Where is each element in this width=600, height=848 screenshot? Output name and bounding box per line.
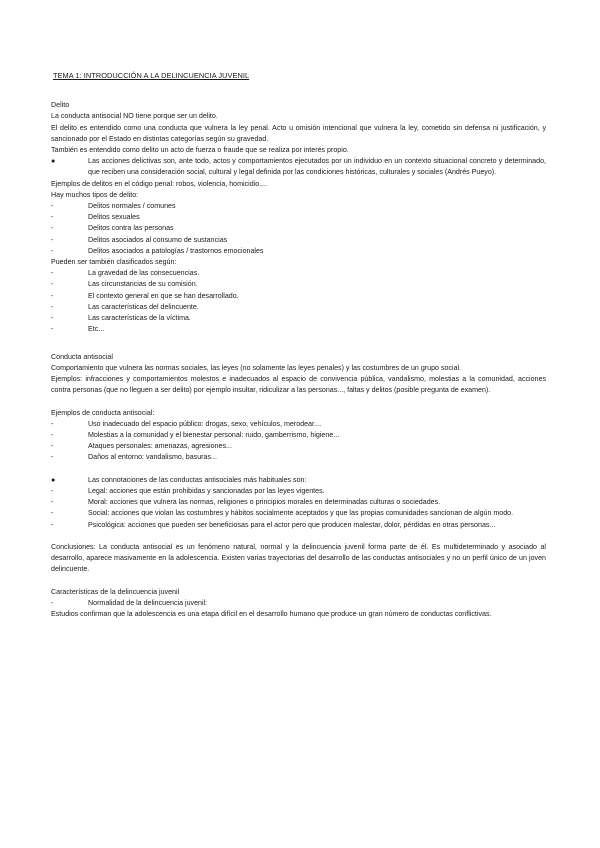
list-item: - La gravedad de las consecuencias. [51, 269, 200, 278]
list-item: - Delitos asociados al consumo de sustancias [51, 235, 228, 244]
list-item: - Social: acciones que violan las costumbres y hábitos socialmente aceptados y que las propias comunidades sancionan de algún modo. [51, 509, 514, 518]
list-item: - El contexto general en que se han desarrollado. [51, 291, 239, 300]
document-page [51, 70, 546, 620]
section-heading-conducta: Conducta antisocial [51, 352, 113, 361]
paragraph: Estudios confirman que la adolescencia es una etapa difícil en el desarrollo humano que produce un gran número de conductas conflictivas. [51, 610, 492, 619]
list-item: - Psicológica: acciones que pueden ser beneficiosas para el actor pero que producen malestar, dolor, pérdidas en otras personas... [51, 520, 496, 529]
list-item: - Normalidad de la delincuencia juvenil: [51, 599, 208, 608]
paragraph: El delito es entendido como una conducta que vulnera la ley penal. Acto u omisión intencional que vulnera la ley, cometido sin defensa ni justificación, y sancionado por el Estado en distintas categorías según su gravedad. [51, 123, 546, 143]
list-item: - Ataques personales: amenazas, agresiones... [51, 442, 232, 451]
conclusions-paragraph: Conclusiones: La conducta antisocial es un fenómeno natural, normal y la delincuencia juvenil forma parte de él. Es multideterminado y asociado al desarrollo, aparece masivamente en la adolescencia. Existen varias trayectorias del desarrollo de las conductas antisociales y no un perfil único de un joven delincuente. [51, 543, 546, 574]
list-item: - Etc... [51, 325, 105, 334]
list-item: - Delitos contra las personas [51, 224, 174, 233]
list-item: - Delitos normales / comunes [51, 202, 176, 211]
paragraph: Ejemplos: infracciones y comportamientos molestos e inadecuados al espacio de convivencia pública, vandalismo, molestias a la comunidad, acciones contra personas (que no lleguen a ser delito) por ejemplo insultar, ridiculizar a las personas..., faltas y delitos (posible pregunta de examen). [51, 375, 546, 395]
list-item: - Molestias a la comunidad y el bienestar personal: ruido, gamberrismo, higiene... [51, 431, 340, 440]
bullet-item [51, 475, 546, 486]
list-item: - Moral: acciones que vulnera las normas, religiones o principios morales en determinadas culturas o sociedades. [51, 498, 441, 507]
bullet-icon: ● [51, 475, 56, 484]
bullet-icon: ● [51, 157, 56, 166]
list-item: - Delitos asociados a patologías / trastornos emocionales [51, 246, 264, 255]
list-item: - Legal: acciones que están prohibidas y sancionadas por las leyes vigentes. [51, 487, 325, 496]
bullet-text: Las connotaciones de las conductas antisociales más habituales son: [88, 475, 307, 484]
list-item: - Uso inadecuado del espacio público: drogas, sexo, vehículos, merodear.... [51, 419, 322, 428]
section-heading-delito: Delito [51, 101, 70, 110]
list-item: - Delitos sexuales [51, 213, 140, 222]
paragraph: Ejemplos de conducta antisocial: [51, 408, 155, 417]
paragraph: Ejemplos de delitos en el código penal: robos, violencia, homicidio.... [51, 179, 268, 188]
list-item: - Las características del delincuente. [51, 302, 199, 311]
section-heading-caracteristicas: Características de la delincuencia juvenil [51, 587, 180, 596]
document-title: TEMA 1: INTRODUCCIÓN A LA DELINCUENCIA JUVENIL [53, 71, 250, 80]
list-item: - Las circunstancias de su comisión. [51, 280, 198, 289]
paragraph: Pueden ser también clasificados según: [51, 258, 177, 267]
bullet-text: Las acciones delictivas son, ante todo, actos y comportamientos ejecutados por un individuo en un contexto situacional concreto y determinado, que reciben una consideración social, cultural y legal definida por las condiciones históricas, culturales y sociales (Andrés Pueyo). [88, 157, 546, 177]
list-item: - Daños al entorno: vandalismo, basuras... [51, 453, 217, 462]
paragraph: Hay muchos tipos de delito: [51, 190, 139, 199]
list-item: - Las características de la víctima. [51, 314, 191, 323]
paragraph: La conducta antisocial NO tiene porque ser un delito. [51, 112, 218, 121]
paragraph: Comportamiento que vulnera las normas sociales, las leyes (no solamente las leyes penales) y las costumbres de un grupo social. [51, 363, 462, 372]
paragraph: También es entendido como delito un acto de fuerza o fraude que se realiza por interés propio. [51, 146, 349, 155]
bullet-item [51, 156, 546, 178]
